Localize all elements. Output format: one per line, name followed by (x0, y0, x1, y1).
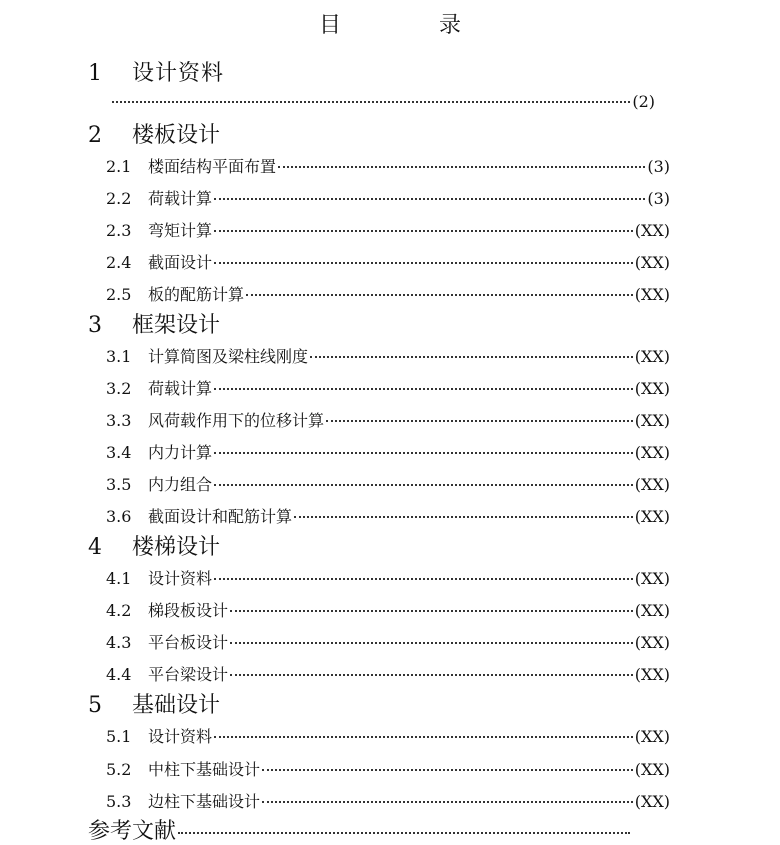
toc-section-3-6[interactable] (106, 504, 670, 527)
dot-leader (310, 356, 633, 358)
page-number: (XX) (634, 727, 670, 746)
section-label: 截面设计 (148, 253, 213, 272)
section-number: 2.4 (106, 253, 132, 272)
page-number: (3) (647, 157, 670, 176)
dot-leader (230, 674, 633, 676)
page-number: (XX) (634, 792, 670, 811)
toc-references[interactable] (88, 814, 632, 845)
toc-section-3-1[interactable] (106, 344, 670, 367)
chapter-number: 3 (88, 313, 102, 338)
section-label: 内力组合 (148, 475, 213, 494)
toc-section-3-3[interactable] (106, 408, 670, 431)
chapter-number: 4 (88, 535, 102, 560)
toc-section-5-1[interactable] (106, 724, 670, 747)
section-number: 2.5 (106, 285, 132, 304)
page-number: (XX) (634, 601, 670, 620)
page-number: (XX) (634, 507, 670, 526)
dot-leader (178, 832, 630, 834)
toc-section-2-3[interactable] (106, 218, 670, 241)
chapter-label: 设计资料 (132, 61, 225, 86)
section-label: 板的配筋计算 (148, 285, 245, 304)
page-number: (XX) (634, 347, 670, 366)
page-number: (XX) (634, 569, 670, 588)
dot-leader (326, 420, 633, 422)
page-number: (XX) (634, 253, 670, 272)
section-label: 平台板设计 (148, 633, 229, 652)
dot-leader (262, 801, 633, 803)
dot-leader (278, 166, 645, 168)
section-label: 边柱下基础设计 (148, 792, 261, 811)
toc-section-3-2[interactable] (106, 376, 670, 399)
page-number: (XX) (634, 285, 670, 304)
section-number: 4.3 (106, 633, 132, 652)
toc-section-4-3[interactable] (106, 630, 670, 653)
dot-leader (214, 484, 633, 486)
dot-leader (294, 516, 633, 518)
dot-leader (112, 101, 630, 103)
chapter-label: 框架设计 (132, 313, 221, 338)
page-number: (2) (632, 92, 655, 111)
section-label: 荷载计算 (148, 189, 213, 208)
page-number: (XX) (634, 475, 670, 494)
section-label: 内力计算 (148, 443, 213, 462)
dot-leader (214, 230, 633, 232)
section-number: 3.3 (106, 411, 132, 430)
section-label: 平台梁设计 (148, 665, 229, 684)
toc-chapter-2[interactable] (88, 118, 670, 149)
toc-chapter-1[interactable] (88, 56, 670, 87)
dot-leader (214, 736, 633, 738)
toc-section-4-2[interactable] (106, 598, 670, 621)
section-number: 4.2 (106, 601, 132, 620)
section-number: 3.4 (106, 443, 132, 462)
dot-leader (214, 388, 633, 390)
dot-leader (214, 262, 633, 264)
dot-leader (230, 642, 633, 644)
section-number: 5.3 (106, 792, 132, 811)
toc-section-2-4[interactable] (106, 250, 670, 273)
toc-section-2-1[interactable] (106, 154, 670, 177)
page-number: (XX) (634, 443, 670, 462)
section-number: 2.1 (106, 157, 132, 176)
section-number: 2.3 (106, 221, 132, 240)
page-number: (XX) (634, 221, 670, 240)
section-number: 2.2 (106, 189, 132, 208)
section-label: 风荷载作用下的位移计算 (148, 411, 325, 430)
page-number: (XX) (634, 665, 670, 684)
toc-section-4-1[interactable] (106, 566, 670, 589)
toc-chapter-3[interactable] (88, 308, 670, 339)
toc-chapter-1-page-line[interactable] (110, 92, 655, 111)
section-number: 3.6 (106, 507, 132, 526)
toc-section-3-5[interactable] (106, 472, 670, 495)
toc-chapter-4[interactable] (88, 530, 670, 561)
toc-section-5-2[interactable] (106, 757, 670, 780)
page-number: (3) (647, 189, 670, 208)
toc-section-2-2[interactable] (106, 186, 670, 209)
section-number: 5.2 (106, 760, 132, 779)
section-label: 荷载计算 (148, 379, 213, 398)
section-number: 4.4 (106, 665, 132, 684)
section-label: 梯段板设计 (148, 601, 229, 620)
chapter-number: 2 (88, 123, 102, 148)
chapter-label: 楼梯设计 (132, 535, 221, 560)
dot-leader (214, 578, 633, 580)
toc-title: 目 录 (318, 13, 499, 38)
section-number: 3.1 (106, 347, 132, 366)
section-label: 设计资料 (148, 569, 213, 588)
section-label: 中柱下基础设计 (148, 760, 261, 779)
chapter-label: 楼板设计 (132, 123, 221, 148)
chapter-number: 1 (88, 61, 102, 86)
section-number: 4.1 (106, 569, 132, 588)
chapter-label: 基础设计 (132, 693, 221, 718)
toc-section-3-4[interactable] (106, 440, 670, 463)
dot-leader (246, 294, 633, 296)
page-number: (XX) (634, 411, 670, 430)
dot-leader (214, 452, 633, 454)
section-label: 弯矩计算 (148, 221, 213, 240)
page-number: (XX) (634, 633, 670, 652)
section-number: 3.5 (106, 475, 132, 494)
toc-section-4-4[interactable] (106, 662, 670, 685)
references-label: 参考文献 (88, 819, 177, 844)
section-number: 3.2 (106, 379, 132, 398)
section-label: 楼面结构平面布置 (148, 157, 277, 176)
section-number: 5.1 (106, 727, 132, 746)
section-label: 截面设计和配筋计算 (148, 507, 293, 526)
section-label: 计算简图及梁柱线刚度 (148, 347, 309, 366)
chapter-number: 5 (88, 693, 102, 718)
page-number: (XX) (634, 379, 670, 398)
section-label: 设计资料 (148, 727, 213, 746)
toc-chapter-5[interactable] (88, 688, 670, 719)
dot-leader (230, 610, 633, 612)
dot-leader (214, 198, 645, 200)
toc-section-2-5[interactable] (106, 282, 670, 305)
dot-leader (262, 769, 633, 771)
page-number: (XX) (634, 760, 670, 779)
toc-section-5-3[interactable] (106, 789, 670, 812)
